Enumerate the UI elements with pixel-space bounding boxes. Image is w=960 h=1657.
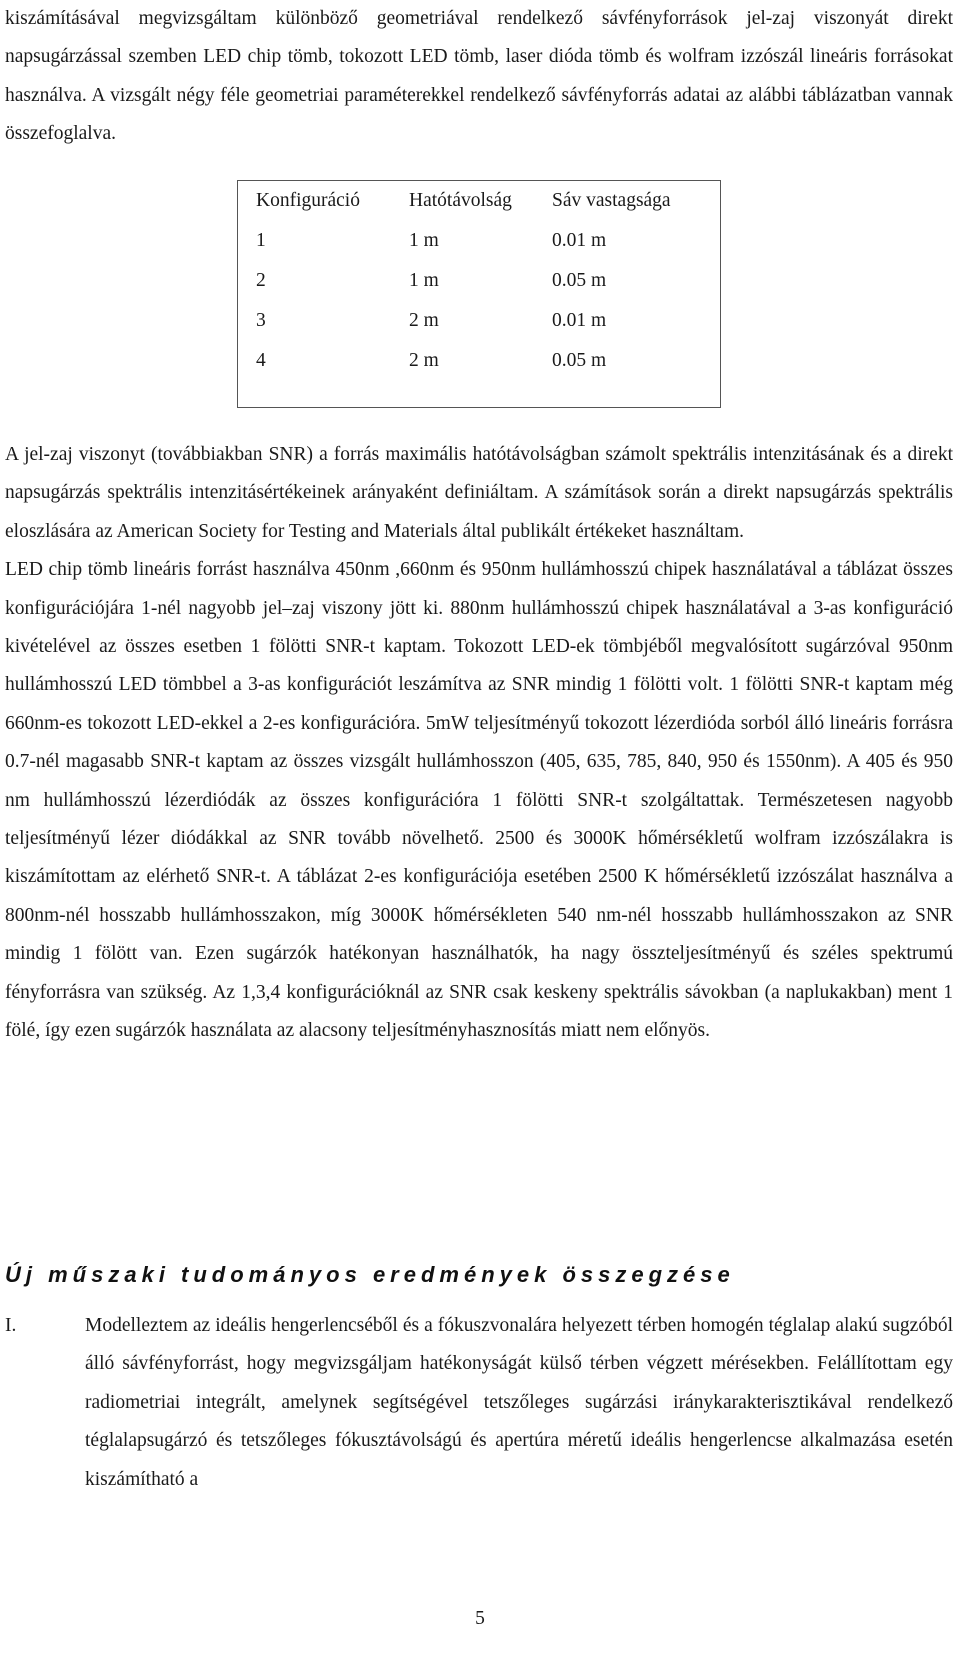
table-cell: 0.01 m — [552, 230, 607, 251]
table-cell: 4 — [256, 350, 266, 371]
table-header-cell: Konfiguráció — [256, 190, 360, 211]
snr-section — [5, 436, 953, 1051]
table-cell: 0.01 m — [552, 310, 607, 331]
table-row — [238, 261, 720, 301]
table-cell: 0.05 m — [552, 270, 607, 291]
table-row — [238, 301, 720, 341]
table-cell: 1 — [256, 230, 266, 251]
table-cell: 1 m — [409, 230, 439, 251]
table-cell: 2 m — [409, 310, 439, 331]
table-cell: 1 m — [409, 270, 439, 291]
snr-results-paragraph: LED chip tömb lineáris forrást használva 450nm ,660nm és 950nm hullámhosszú chipek használatával a táblázat összes konfigurációjára 1-nél nagyobb jel–zaj viszony jött ki. 880nm hullámhosszú chipek használatával a 3-as konfiguráció kivételével az összes esetben 1 fölötti SNR-t kaptam. Tokozott LED-ek tömbjéből megvalósított sugárzóval 950nm hullámhosszú LED tömbbel a 3-as konfigurációt leszámítva az SNR mindig 1 fölötti volt. 1 fölötti SNR-t kaptam még 660nm-es tokozott LED-ekkel a 2-es konfigurációra. 5mW teljesítményű tokozott lézerdióda sorból álló lineáris forrásra 0.7-nél magasabb SNR-t kaptam az összes vizsgált hullámhosszon (405, 635, 785, 840, 950 és 1550nm). A 405 és 950 nm hullámhosszú lézerdiódák az összes konfigurációra 1 fölötti SNR-t szolgáltattak. Természetesen nagyobb teljesítményű lézer diódákkal az SNR tovább növelhető. 2500 és 3000K hőmérsékletű wolfram izzószálakra is kiszámítottam az elérhető SNR-t. A táblázat 2-es konfigurációja esetében 2500 K hőmérsékletű izzószálat használva a 800nm-nél hosszabb hullámhosszakon, míg 3000K hőmérsékleten 540 nm-nél hosszabb hullámhosszakon az SNR mindig 1 fölött van. Ezen sugárzók hatékonyan használhatók, ha nagy összteljesítményű és széles spektrumú fényforrásra van szükség. Az 1,3,4 konfigurációknál az SNR csak keskeny spektrális sávokban (a naplukakban) ment 1 fölé, így ezen sugárzók használata az alacsony teljesítményhasznosítás miatt nem előnyös. — [5, 559, 953, 1042]
intro-paragraph: kiszámításával megvizsgáltam különböző geometriával rendelkező sávfényforrások jel-zaj viszonyát direkt napsugárzással szemben LED chip tömb, tokozott LED tömb, laser dióda tömb és wolfram izzószál lineáris forrásokat használva. A vizsgált négy féle geometriai paraméterekkel rendelkező sávfényforrás adatai az alábbi táblázatban vannak összefoglalva. — [5, 8, 953, 145]
table-cell: 2 m — [409, 350, 439, 371]
table-row — [238, 221, 720, 261]
configuration-table — [237, 180, 721, 408]
result-number: I. — [5, 1315, 17, 1336]
table-cell: 3 — [256, 310, 266, 331]
result-item — [5, 1307, 953, 1499]
snr-definition-paragraph: A jel-zaj viszonyt (továbbiakban SNR) a forrás maximális hatótávolságban számolt spektrális intenzitásának és a direkt napsugárzás spektrális intenzitásértékeinek arányaként definiáltam. A számítások során a direkt napsugárzás spektrális eloszlására az American Society for Testing and Materials által publikált értékeket használtam. — [5, 444, 953, 542]
result-text: Modelleztem az ideális hengerlencséből és a fókuszvonalára helyezett térben homogén téglalap alakú sugzóból álló sávfényforrást, hogy megvizsgáljam hatékonyságát külső térben végzett mérésekben. Felállítottam egy radiometriai integrált, amelynek segítségével tetszőleges sugárzási iránykarakterisztikával rendelkező téglalapsugárzó és tetszőleges fókusztávolságú és apertúra méretű ideális hengerlencse alkalmazása esetén kiszámítható a — [85, 1315, 953, 1490]
table-header-row — [238, 181, 720, 221]
table-header-cell: Hatótávolság — [409, 190, 512, 211]
table-row — [238, 341, 720, 381]
table-cell: 2 — [256, 270, 266, 291]
section-heading: Új műszaki tudományos eredmények összegzése — [5, 1262, 735, 1287]
table-header-cell: Sáv vastagsága — [552, 190, 671, 211]
table-cell: 0.05 m — [552, 350, 607, 371]
configuration-table-grid — [238, 181, 720, 381]
page-number: 5 — [475, 1608, 485, 1629]
